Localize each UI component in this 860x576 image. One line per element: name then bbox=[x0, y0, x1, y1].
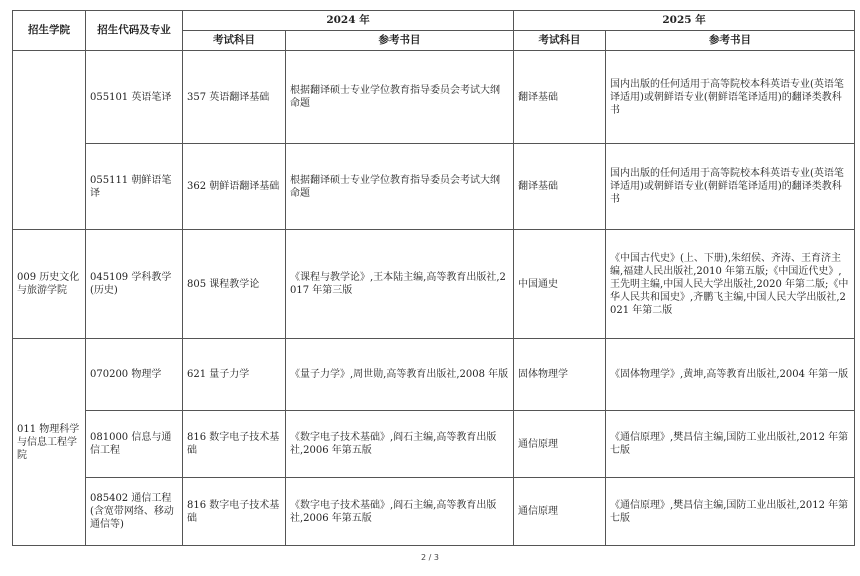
major-cell: 045109 学科教学(历史) bbox=[86, 230, 183, 339]
subject-2024-cell: 357 英语翻译基础 bbox=[183, 51, 286, 144]
college-cell-blank bbox=[13, 51, 86, 230]
subject-2025-cell: 翻译基础 bbox=[514, 144, 606, 230]
books-2024-cell: 根据翻译硕士专业学位教育指导委员会考试大纲命题 bbox=[286, 51, 514, 144]
subject-2024-cell: 816 数字电子技术基础 bbox=[183, 411, 286, 478]
header-college: 招生学院 bbox=[13, 11, 86, 51]
header-row-years bbox=[13, 11, 855, 31]
table-row bbox=[13, 230, 855, 339]
major-cell: 055111 朝鲜语笔译 bbox=[86, 144, 183, 230]
books-2025-cell: 《通信原理》,樊昌信主编,国防工业出版社,2012 年第七版 bbox=[606, 478, 855, 546]
books-2025-cell: 国内出版的任何适用于高等院校本科英语专业(英语笔译适用)或朝鲜语专业(朝鲜语笔译适用)的翻译类教科书 bbox=[606, 51, 855, 144]
subject-2025-cell: 固体物理学 bbox=[514, 339, 606, 411]
subject-2025-cell: 通信原理 bbox=[514, 478, 606, 546]
books-2024-cell: 《数字电子技术基础》,阎石主编,高等教育出版社,2006 年第五版 bbox=[286, 411, 514, 478]
books-2024-cell: 《数字电子技术基础》,阎石主编,高等教育出版社,2006 年第五版 bbox=[286, 478, 514, 546]
subject-2024-cell: 362 朝鲜语翻译基础 bbox=[183, 144, 286, 230]
books-2025-cell: 国内出版的任何适用于高等院校本科英语专业(英语笔译适用)或朝鲜语专业(朝鲜语笔译适用)的翻译类教科书 bbox=[606, 144, 855, 230]
header-subject-2024: 考试科目 bbox=[183, 31, 286, 51]
table-row bbox=[13, 144, 855, 230]
table-row bbox=[13, 478, 855, 546]
table-row bbox=[13, 411, 855, 478]
exam-subjects-table bbox=[12, 10, 855, 546]
college-cell: 011 物理科学与信息工程学院 bbox=[13, 339, 86, 546]
page-number: 2 / 3 bbox=[421, 553, 439, 562]
books-2024-cell: 《量子力学》,周世勋,高等教育出版社,2008 年版 bbox=[286, 339, 514, 411]
subject-2024-cell: 621 量子力学 bbox=[183, 339, 286, 411]
major-cell: 085402 通信工程(含宽带网络、移动通信等) bbox=[86, 478, 183, 546]
subject-2024-cell: 805 课程教学论 bbox=[183, 230, 286, 339]
books-2025-cell: 《通信原理》,樊昌信主编,国防工业出版社,2012 年第七版 bbox=[606, 411, 855, 478]
header-subject-2025: 考试科目 bbox=[514, 31, 606, 51]
subject-2025-cell: 中国通史 bbox=[514, 230, 606, 339]
subject-2025-cell: 通信原理 bbox=[514, 411, 606, 478]
header-books-2024: 参考书目 bbox=[286, 31, 514, 51]
header-year-2024: 2024 年 bbox=[183, 11, 514, 31]
table-row bbox=[13, 339, 855, 411]
subject-2024-cell: 816 数字电子技术基础 bbox=[183, 478, 286, 546]
books-2025-cell: 《固体物理学》,黄坤,高等教育出版社,2004 年第一版 bbox=[606, 339, 855, 411]
books-2025-cell: 《中国古代史》(上、下册),朱绍侯、齐涛、王育济主编,福建人民出版社,2010 年第五版;《中国近代史》,王先明主编,中国人民大学出版社,2020 年第二版;《中华人民共和国史》,齐鹏飞主编,中国人民大学出版社,2021 年第二版 bbox=[606, 230, 855, 339]
major-cell: 055101 英语笔译 bbox=[86, 51, 183, 144]
books-2024-cell: 《课程与教学论》,王本陆主编,高等教育出版社,2017 年第三版 bbox=[286, 230, 514, 339]
table-row bbox=[13, 51, 855, 144]
header-year-2025: 2025 年 bbox=[514, 11, 855, 31]
major-cell: 081000 信息与通信工程 bbox=[86, 411, 183, 478]
major-cell: 070200 物理学 bbox=[86, 339, 183, 411]
college-cell: 009 历史文化与旅游学院 bbox=[13, 230, 86, 339]
header-major: 招生代码及专业 bbox=[86, 11, 183, 51]
books-2024-cell: 根据翻译硕士专业学位教育指导委员会考试大纲命题 bbox=[286, 144, 514, 230]
header-books-2025: 参考书目 bbox=[606, 31, 855, 51]
subject-2025-cell: 翻译基础 bbox=[514, 51, 606, 144]
